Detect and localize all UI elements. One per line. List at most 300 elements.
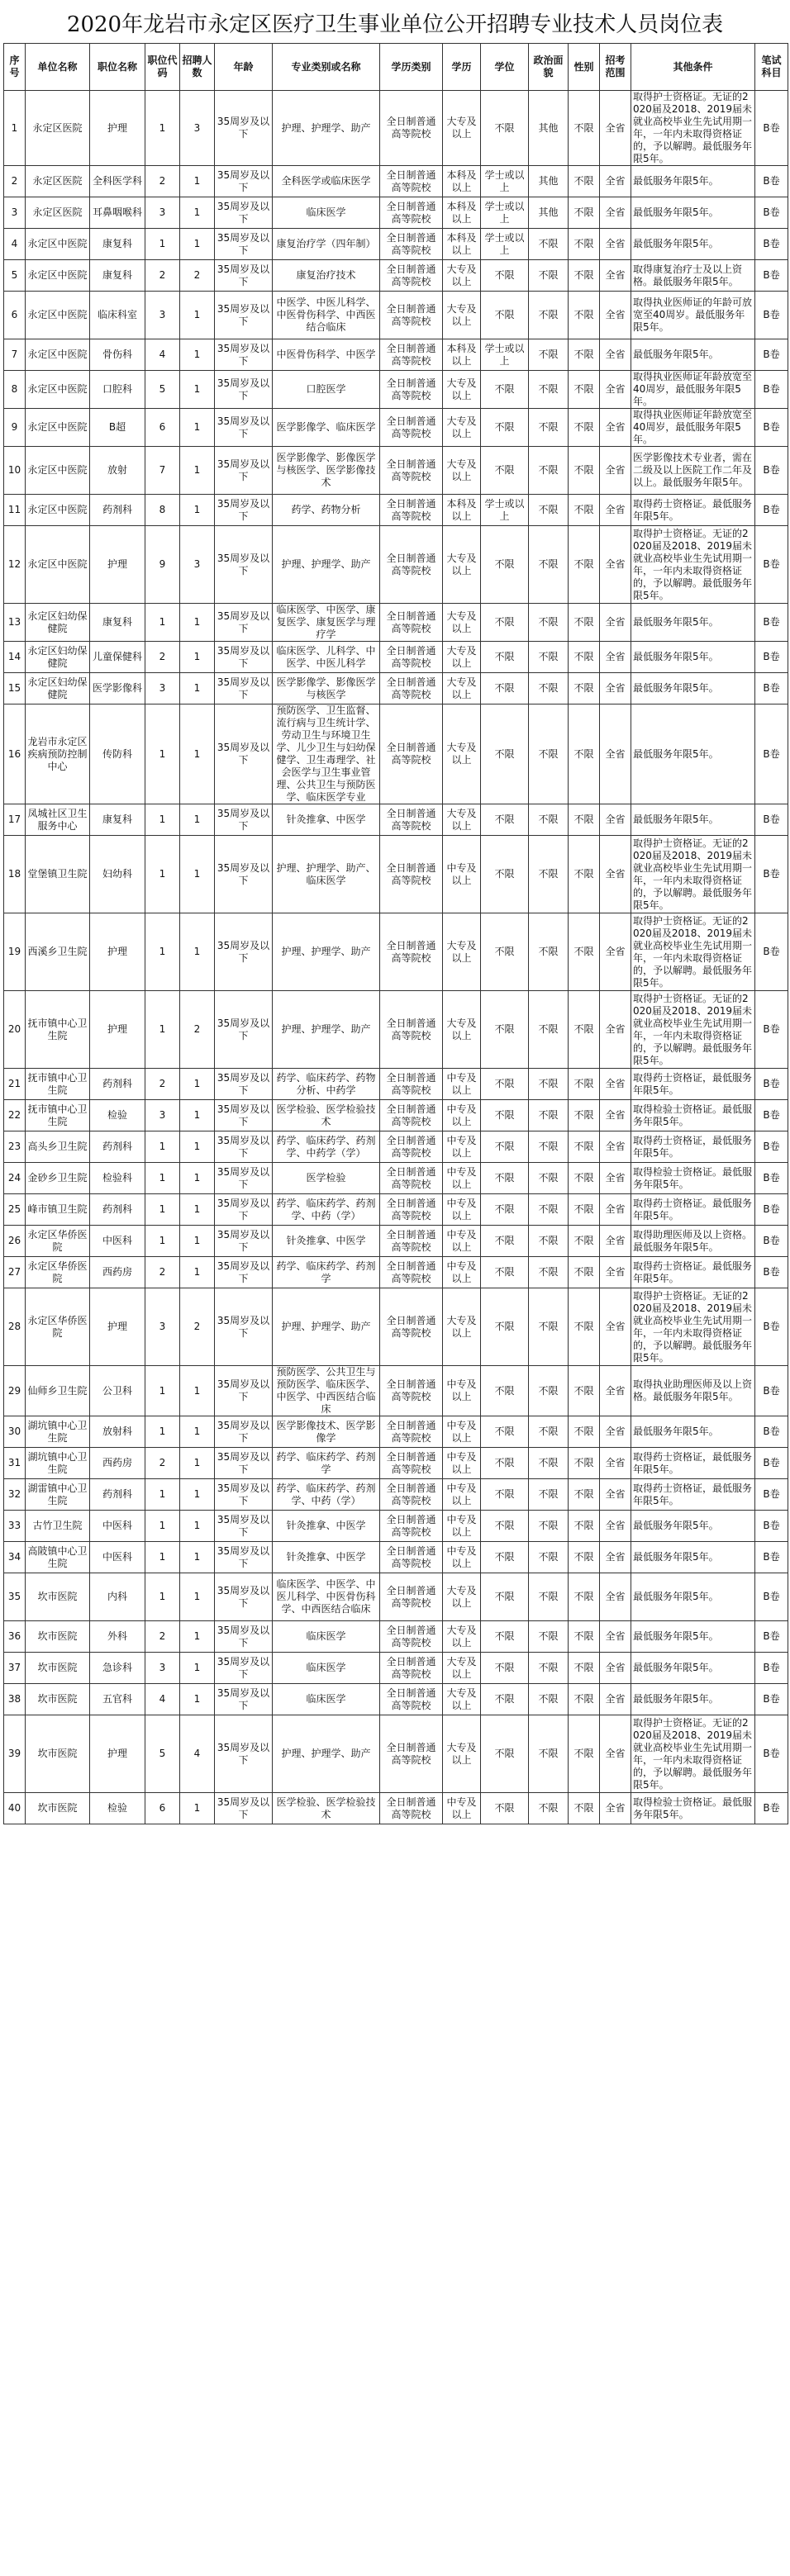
cell-age: 35周岁及以下 (215, 804, 273, 836)
cell-major: 药学、药物分析 (273, 495, 380, 526)
cell-unit: 永定区中医院 (26, 495, 90, 526)
cell-edu-type: 全日制普通高等院校 (380, 166, 443, 197)
cell-edu-type: 全日制普通高等院校 (380, 1653, 443, 1684)
cell-unit: 永定区妇幼保健院 (26, 673, 90, 704)
cell-gender: 不限 (569, 1288, 600, 1366)
cell-edu-type: 全日制普通高等院校 (380, 1226, 443, 1257)
table-row (4, 913, 788, 991)
cell-position: 医学影像科 (90, 673, 145, 704)
cell-degree: 不限 (481, 1163, 529, 1194)
cell-major: 针灸推拿、中医学 (273, 1542, 380, 1573)
cell-major: 全科医学或临床医学 (273, 166, 380, 197)
cell-count: 4 (180, 1715, 215, 1793)
cell-index: 17 (4, 804, 26, 836)
cell-politics: 不限 (529, 1573, 569, 1621)
cell-code: 1 (145, 229, 180, 260)
cell-exam: B卷 (755, 1653, 788, 1684)
cell-edu-type: 全日制普通高等院校 (380, 913, 443, 991)
cell-code: 1 (145, 1573, 180, 1621)
cell-code: 1 (145, 704, 180, 804)
cell-code: 2 (145, 1069, 180, 1100)
cell-exam: B卷 (755, 673, 788, 704)
cell-gender: 不限 (569, 704, 600, 804)
cell-edu-type: 全日制普通高等院校 (380, 1131, 443, 1163)
cell-edu: 本科及以上 (443, 166, 481, 197)
table-row (4, 526, 788, 604)
cell-gender: 不限 (569, 1793, 600, 1824)
cell-exam: B卷 (755, 260, 788, 292)
cell-gender: 不限 (569, 1194, 600, 1226)
cell-exam: B卷 (755, 1100, 788, 1131)
cell-conditions: 取得护士资格证。无证的2020届及2018、2019届未就业高校毕业生先试用期一年，一年内未取得资格证的，予以解聘。最低服务年限5年。 (631, 836, 755, 913)
table-row (4, 804, 788, 836)
cell-index: 19 (4, 913, 26, 991)
cell-position: 药剂科 (90, 1069, 145, 1100)
table-row (4, 1573, 788, 1621)
cell-index: 4 (4, 229, 26, 260)
cell-position: 全科医学科 (90, 166, 145, 197)
cell-edu: 本科及以上 (443, 229, 481, 260)
cell-position: 中医科 (90, 1542, 145, 1573)
cell-edu-type: 全日制普通高等院校 (380, 1257, 443, 1288)
cell-code: 1 (145, 604, 180, 642)
cell-edu: 中专及以上 (443, 1416, 481, 1448)
cell-scope: 全省 (600, 409, 631, 447)
cell-code: 2 (145, 642, 180, 673)
cell-index: 30 (4, 1416, 26, 1448)
cell-scope: 全省 (600, 704, 631, 804)
table-row (4, 1163, 788, 1194)
cell-politics: 不限 (529, 1715, 569, 1793)
cell-unit: 永定区中医院 (26, 409, 90, 447)
cell-politics: 不限 (529, 447, 569, 495)
table-row (4, 1542, 788, 1573)
cell-edu: 大专及以上 (443, 1288, 481, 1366)
cell-edu-type: 全日制普通高等院校 (380, 495, 443, 526)
cell-unit: 凤城社区卫生服务中心 (26, 804, 90, 836)
cell-gender: 不限 (569, 1226, 600, 1257)
cell-conditions: 最低服务年限5年。 (631, 1621, 755, 1653)
cell-count: 1 (180, 1511, 215, 1542)
cell-politics: 不限 (529, 1226, 569, 1257)
cell-position: 检验科 (90, 1163, 145, 1194)
cell-unit: 永定区妇幼保健院 (26, 642, 90, 673)
cell-scope: 全省 (600, 673, 631, 704)
cell-scope: 全省 (600, 91, 631, 166)
cell-conditions: 最低服务年限5年。 (631, 1573, 755, 1621)
cell-edu: 本科及以上 (443, 495, 481, 526)
cell-politics: 不限 (529, 1366, 569, 1416)
cell-code: 5 (145, 1715, 180, 1793)
cell-edu-type: 全日制普通高等院校 (380, 1715, 443, 1793)
cell-politics: 不限 (529, 673, 569, 704)
cell-degree: 不限 (481, 673, 529, 704)
cell-age: 35周岁及以下 (215, 526, 273, 604)
table-row (4, 447, 788, 495)
cell-exam: B卷 (755, 1131, 788, 1163)
cell-code: 2 (145, 166, 180, 197)
cell-exam: B卷 (755, 371, 788, 409)
table-row (4, 339, 788, 371)
cell-position: 急诊科 (90, 1653, 145, 1684)
cell-edu: 中专及以上 (443, 1069, 481, 1100)
cell-unit: 永定区医院 (26, 197, 90, 229)
cell-edu: 大专及以上 (443, 1573, 481, 1621)
cell-exam: B卷 (755, 913, 788, 991)
cell-index: 36 (4, 1621, 26, 1653)
cell-code: 9 (145, 526, 180, 604)
cell-scope: 全省 (600, 166, 631, 197)
cell-gender: 不限 (569, 1684, 600, 1715)
table-row (4, 1226, 788, 1257)
cell-position: 内科 (90, 1573, 145, 1621)
cell-major: 康复治疗学（四年制） (273, 229, 380, 260)
cell-count: 1 (180, 1416, 215, 1448)
cell-edu: 大专及以上 (443, 260, 481, 292)
cell-edu-type: 全日制普通高等院校 (380, 991, 443, 1069)
cell-exam: B卷 (755, 1511, 788, 1542)
cell-code: 2 (145, 260, 180, 292)
cell-scope: 全省 (600, 1366, 631, 1416)
cell-scope: 全省 (600, 339, 631, 371)
cell-code: 1 (145, 1366, 180, 1416)
cell-major: 医学影像学、影像医学与核医学 (273, 673, 380, 704)
cell-politics: 不限 (529, 913, 569, 991)
cell-index: 31 (4, 1448, 26, 1479)
cell-major: 临床医学、中医学、康复医学、康复医学与理疗学 (273, 604, 380, 642)
cell-edu: 中专及以上 (443, 1257, 481, 1288)
cell-edu: 大专及以上 (443, 991, 481, 1069)
cell-degree: 不限 (481, 1288, 529, 1366)
cell-exam: B卷 (755, 292, 788, 339)
cell-age: 35周岁及以下 (215, 495, 273, 526)
cell-age: 35周岁及以下 (215, 1257, 273, 1288)
cell-position: 骨伤科 (90, 339, 145, 371)
cell-degree: 不限 (481, 371, 529, 409)
cell-unit: 西溪乡卫生院 (26, 913, 90, 991)
table-row (4, 371, 788, 409)
cell-edu-type: 全日制普通高等院校 (380, 804, 443, 836)
cell-exam: B卷 (755, 1573, 788, 1621)
cell-degree: 不限 (481, 604, 529, 642)
cell-age: 35周岁及以下 (215, 229, 273, 260)
cell-conditions: 取得护士资格证。无证的2020届及2018、2019届未就业高校毕业生先试用期一年，一年内未取得资格证的，予以解聘。最低服务年限5年。 (631, 1715, 755, 1793)
cell-major: 临床医学 (273, 1684, 380, 1715)
cell-politics: 其他 (529, 166, 569, 197)
cell-degree: 学士或以上 (481, 229, 529, 260)
table-row (4, 1653, 788, 1684)
cell-unit: 湖坑镇中心卫生院 (26, 1416, 90, 1448)
cell-edu: 大专及以上 (443, 447, 481, 495)
cell-degree: 不限 (481, 526, 529, 604)
cell-unit: 高陂镇中心卫生院 (26, 1542, 90, 1573)
cell-conditions: 最低服务年限5年。 (631, 229, 755, 260)
cell-code: 1 (145, 991, 180, 1069)
cell-scope: 全省 (600, 836, 631, 913)
cell-code: 1 (145, 1416, 180, 1448)
cell-exam: B卷 (755, 1226, 788, 1257)
col-header-unit: 单位名称 (26, 44, 90, 91)
cell-scope: 全省 (600, 1479, 631, 1511)
cell-edu-type: 全日制普通高等院校 (380, 1416, 443, 1448)
cell-position: 康复科 (90, 804, 145, 836)
cell-politics: 不限 (529, 1479, 569, 1511)
cell-count: 1 (180, 197, 215, 229)
table-row (4, 495, 788, 526)
cell-degree: 学士或以上 (481, 197, 529, 229)
cell-degree: 不限 (481, 1479, 529, 1511)
cell-position: 西药房 (90, 1448, 145, 1479)
cell-scope: 全省 (600, 1511, 631, 1542)
cell-age: 35周岁及以下 (215, 1684, 273, 1715)
cell-major: 护理、护理学、助产、临床医学 (273, 836, 380, 913)
cell-count: 1 (180, 673, 215, 704)
cell-code: 1 (145, 1479, 180, 1511)
cell-age: 35周岁及以下 (215, 1542, 273, 1573)
cell-degree: 学士或以上 (481, 339, 529, 371)
cell-index: 37 (4, 1653, 26, 1684)
cell-gender: 不限 (569, 1573, 600, 1621)
cell-age: 35周岁及以下 (215, 1479, 273, 1511)
cell-count: 1 (180, 1226, 215, 1257)
cell-exam: B卷 (755, 804, 788, 836)
cell-scope: 全省 (600, 991, 631, 1069)
cell-politics: 不限 (529, 1257, 569, 1288)
cell-age: 35周岁及以下 (215, 91, 273, 166)
cell-position: 护理 (90, 1715, 145, 1793)
cell-position: 儿童保健科 (90, 642, 145, 673)
cell-position: 康复科 (90, 260, 145, 292)
cell-degree: 不限 (481, 447, 529, 495)
cell-politics: 不限 (529, 1069, 569, 1100)
cell-code: 1 (145, 1226, 180, 1257)
cell-edu: 大专及以上 (443, 526, 481, 604)
cell-index: 27 (4, 1257, 26, 1288)
cell-scope: 全省 (600, 447, 631, 495)
cell-gender: 不限 (569, 292, 600, 339)
cell-age: 35周岁及以下 (215, 1131, 273, 1163)
table-row (4, 642, 788, 673)
cell-edu-type: 全日制普通高等院校 (380, 1542, 443, 1573)
cell-scope: 全省 (600, 1684, 631, 1715)
cell-conditions: 取得检验士资格证。最低服务年限5年。 (631, 1163, 755, 1194)
cell-age: 35周岁及以下 (215, 197, 273, 229)
cell-edu-type: 全日制普通高等院校 (380, 1366, 443, 1416)
cell-exam: B卷 (755, 166, 788, 197)
cell-unit: 永定区中医院 (26, 339, 90, 371)
cell-position: 护理 (90, 913, 145, 991)
cell-major: 药学、临床药学、药物分析、中药学 (273, 1069, 380, 1100)
cell-unit: 永定区华侨医院 (26, 1226, 90, 1257)
cell-age: 35周岁及以下 (215, 292, 273, 339)
cell-edu: 中专及以上 (443, 1542, 481, 1573)
cell-position: 检验 (90, 1793, 145, 1824)
cell-degree: 不限 (481, 91, 529, 166)
cell-count: 1 (180, 292, 215, 339)
cell-degree: 不限 (481, 1715, 529, 1793)
cell-conditions: 取得药士资格证，最低服务年限5年。 (631, 1448, 755, 1479)
cell-scope: 全省 (600, 260, 631, 292)
cell-scope: 全省 (600, 1100, 631, 1131)
cell-index: 35 (4, 1573, 26, 1621)
cell-age: 35周岁及以下 (215, 913, 273, 991)
cell-politics: 不限 (529, 804, 569, 836)
cell-index: 40 (4, 1793, 26, 1824)
cell-edu-type: 全日制普通高等院校 (380, 642, 443, 673)
cell-index: 11 (4, 495, 26, 526)
cell-gender: 不限 (569, 804, 600, 836)
cell-conditions: 最低服务年限5年。 (631, 642, 755, 673)
cell-position: 康复科 (90, 604, 145, 642)
cell-gender: 不限 (569, 1653, 600, 1684)
cell-exam: B卷 (755, 1163, 788, 1194)
cell-unit: 永定区华侨医院 (26, 1257, 90, 1288)
cell-index: 1 (4, 91, 26, 166)
cell-code: 2 (145, 1448, 180, 1479)
cell-count: 1 (180, 804, 215, 836)
cell-age: 35周岁及以下 (215, 339, 273, 371)
cell-scope: 全省 (600, 526, 631, 604)
cell-edu-type: 全日制普通高等院校 (380, 229, 443, 260)
cell-index: 32 (4, 1479, 26, 1511)
cell-code: 6 (145, 409, 180, 447)
cell-exam: B卷 (755, 836, 788, 913)
cell-age: 35周岁及以下 (215, 166, 273, 197)
table-row (4, 1621, 788, 1653)
cell-conditions: 医学影像技术专业者，需在二级及以上医院工作二年及以上。最低服务年限5年。 (631, 447, 755, 495)
cell-degree: 不限 (481, 1416, 529, 1448)
cell-edu-type: 全日制普通高等院校 (380, 1448, 443, 1479)
cell-major: 预防医学、卫生监督、流行病与卫生统计学、劳动卫生与环境卫生学、儿少卫生与妇幼保健学、卫生毒理学、社会医学与卫生事业管理、公共卫生与预防医学、临床医学专业 (273, 704, 380, 804)
cell-count: 2 (180, 991, 215, 1069)
cell-edu-type: 全日制普通高等院校 (380, 371, 443, 409)
cell-exam: B卷 (755, 991, 788, 1069)
cell-count: 1 (180, 1366, 215, 1416)
cell-unit: 抚市镇中心卫生院 (26, 991, 90, 1069)
cell-gender: 不限 (569, 1448, 600, 1479)
cell-edu-type: 全日制普通高等院校 (380, 1100, 443, 1131)
col-header-major: 专业类别或名称 (273, 44, 380, 91)
cell-major: 护理、护理学、助产 (273, 991, 380, 1069)
cell-major: 针灸推拿、中医学 (273, 1226, 380, 1257)
cell-count: 1 (180, 1257, 215, 1288)
cell-position: 临床科室 (90, 292, 145, 339)
cell-unit: 坎市医院 (26, 1621, 90, 1653)
cell-conditions: 最低服务年限5年。 (631, 1653, 755, 1684)
cell-conditions: 取得护士资格证。无证的2020届及2018、2019届未就业高校毕业生先试用期一年，一年内未取得资格证的，予以解聘。最低服务年限5年。 (631, 1288, 755, 1366)
cell-count: 1 (180, 1069, 215, 1100)
cell-code: 3 (145, 673, 180, 704)
cell-conditions: 最低服务年限5年。 (631, 1416, 755, 1448)
cell-unit: 永定区中医院 (26, 229, 90, 260)
cell-index: 25 (4, 1194, 26, 1226)
cell-unit: 坎市医院 (26, 1793, 90, 1824)
cell-conditions: 取得药士资格证，最低服务年限5年。 (631, 1131, 755, 1163)
cell-scope: 全省 (600, 804, 631, 836)
col-header-age: 年龄 (215, 44, 273, 91)
cell-code: 1 (145, 1194, 180, 1226)
cell-unit: 湖坑镇中心卫生院 (26, 1448, 90, 1479)
col-header-count: 招聘人数 (180, 44, 215, 91)
cell-conditions: 取得执业医师证的年龄可放宽至40周岁。最低服务年限5年。 (631, 292, 755, 339)
cell-edu: 中专及以上 (443, 1226, 481, 1257)
cell-politics: 不限 (529, 1653, 569, 1684)
cell-edu-type: 全日制普通高等院校 (380, 673, 443, 704)
cell-major: 医学影像学、临床医学 (273, 409, 380, 447)
cell-conditions: 取得护士资格证。无证的2020届及2018、2019届未就业高校毕业生先试用期一年，一年内未取得资格证的，予以解聘。最低服务年限5年。 (631, 91, 755, 166)
cell-position: B超 (90, 409, 145, 447)
cell-major: 中医学、中医儿科学、中医骨伤科学、中西医结合临床 (273, 292, 380, 339)
cell-gender: 不限 (569, 991, 600, 1069)
table-row (4, 91, 788, 166)
cell-gender: 不限 (569, 1257, 600, 1288)
cell-position: 中医科 (90, 1226, 145, 1257)
cell-count: 1 (180, 1653, 215, 1684)
cell-count: 1 (180, 495, 215, 526)
cell-exam: B卷 (755, 1194, 788, 1226)
table-row (4, 1069, 788, 1100)
cell-unit: 金砂乡卫生院 (26, 1163, 90, 1194)
cell-scope: 全省 (600, 1573, 631, 1621)
cell-gender: 不限 (569, 409, 600, 447)
cell-major: 临床医学 (273, 197, 380, 229)
cell-count: 3 (180, 526, 215, 604)
cell-conditions: 最低服务年限5年。 (631, 166, 755, 197)
cell-major: 护理、护理学、助产 (273, 1715, 380, 1793)
cell-age: 35周岁及以下 (215, 1573, 273, 1621)
cell-politics: 其他 (529, 197, 569, 229)
cell-conditions: 最低服务年限5年。 (631, 673, 755, 704)
col-header-exam: 笔试科目 (755, 44, 788, 91)
cell-scope: 全省 (600, 1448, 631, 1479)
col-header-conditions: 其他条件 (631, 44, 755, 91)
cell-degree: 不限 (481, 260, 529, 292)
cell-politics: 不限 (529, 260, 569, 292)
cell-age: 35周岁及以下 (215, 1448, 273, 1479)
cell-scope: 全省 (600, 604, 631, 642)
cell-count: 1 (180, 1131, 215, 1163)
table-row (4, 1194, 788, 1226)
cell-age: 35周岁及以下 (215, 1163, 273, 1194)
cell-major: 临床医学、中医学、中医儿科学、中医骨伤科学、中西医结合临床 (273, 1573, 380, 1621)
cell-code: 1 (145, 91, 180, 166)
cell-degree: 不限 (481, 1542, 529, 1573)
cell-count: 1 (180, 642, 215, 673)
cell-index: 15 (4, 673, 26, 704)
cell-index: 26 (4, 1226, 26, 1257)
cell-code: 1 (145, 804, 180, 836)
cell-count: 1 (180, 371, 215, 409)
cell-unit: 仙师乡卫生院 (26, 1366, 90, 1416)
cell-conditions: 最低服务年限5年。 (631, 604, 755, 642)
cell-count: 1 (180, 1621, 215, 1653)
cell-unit: 永定区中医院 (26, 526, 90, 604)
cell-conditions: 取得助理医师及以上资格。最低服务年限5年。 (631, 1226, 755, 1257)
cell-code: 3 (145, 1288, 180, 1366)
table-row (4, 1257, 788, 1288)
cell-age: 35周岁及以下 (215, 1288, 273, 1366)
cell-gender: 不限 (569, 836, 600, 913)
cell-index: 13 (4, 604, 26, 642)
cell-age: 35周岁及以下 (215, 409, 273, 447)
table-row (4, 409, 788, 447)
cell-unit: 永定区医院 (26, 91, 90, 166)
cell-conditions: 取得执业医师证年龄放宽至40周岁，最低服务年限5年。 (631, 409, 755, 447)
cell-scope: 全省 (600, 1194, 631, 1226)
cell-edu-type: 全日制普通高等院校 (380, 1793, 443, 1824)
cell-gender: 不限 (569, 1100, 600, 1131)
cell-conditions: 最低服务年限5年。 (631, 1684, 755, 1715)
